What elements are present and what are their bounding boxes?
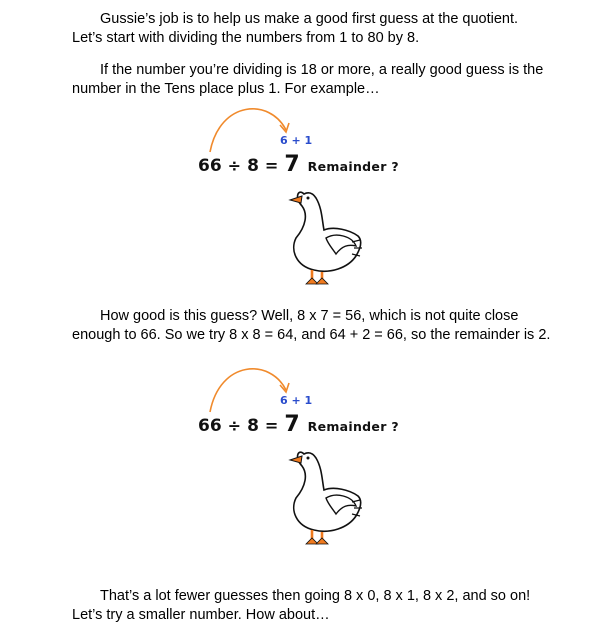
text-line: How good is this guess? Well, 8 x 7 = 56, which is not quite close (100, 308, 519, 324)
divide-symbol: ÷ (227, 156, 242, 175)
division-equation (198, 412, 399, 437)
text-line: number in the Tens place plus 1. For example… (72, 80, 380, 97)
quotient: 7 (284, 412, 300, 437)
divisor: 8 (247, 156, 259, 176)
dividend: 66 (198, 416, 222, 436)
text-line: enough to 66. So we try 8 x 8 = 64, and 64 + 2 = 66, so the remainder is 2. (72, 326, 551, 343)
division-illustration-1 (190, 108, 430, 278)
text-line: If the number you’re dividing is 18 or more, a really good guess is the (100, 62, 544, 78)
check-paragraph (72, 307, 572, 344)
text-line: Gussie’s job is to help us make a good first guess at the quotient. (100, 11, 519, 27)
text-line: That’s a lot fewer guesses then going 8 x 0, 8 x 1, 8 x 2, and so on! (100, 588, 531, 604)
divisor: 8 (247, 416, 259, 436)
hint-label: 6 + 1 (280, 134, 313, 147)
quotient: 7 (284, 152, 300, 177)
hint-label: 6 + 1 (280, 394, 313, 407)
text-line: Let’s try a smaller number. How about… (72, 606, 330, 623)
division-illustration-2 (190, 368, 430, 538)
rule-paragraph (72, 61, 572, 98)
divide-symbol: ÷ (227, 416, 242, 435)
division-equation (198, 152, 399, 177)
intro-paragraph (72, 10, 572, 47)
remainder-label: Remainder ? (307, 419, 399, 434)
equals-symbol: = (264, 416, 279, 435)
dividend: 66 (198, 156, 222, 176)
text-line: Let’s start with dividing the numbers from 1 to 80 by 8. (72, 29, 420, 46)
equals-symbol: = (264, 156, 279, 175)
remainder-label: Remainder ? (307, 159, 399, 174)
closing-paragraph (72, 587, 572, 624)
